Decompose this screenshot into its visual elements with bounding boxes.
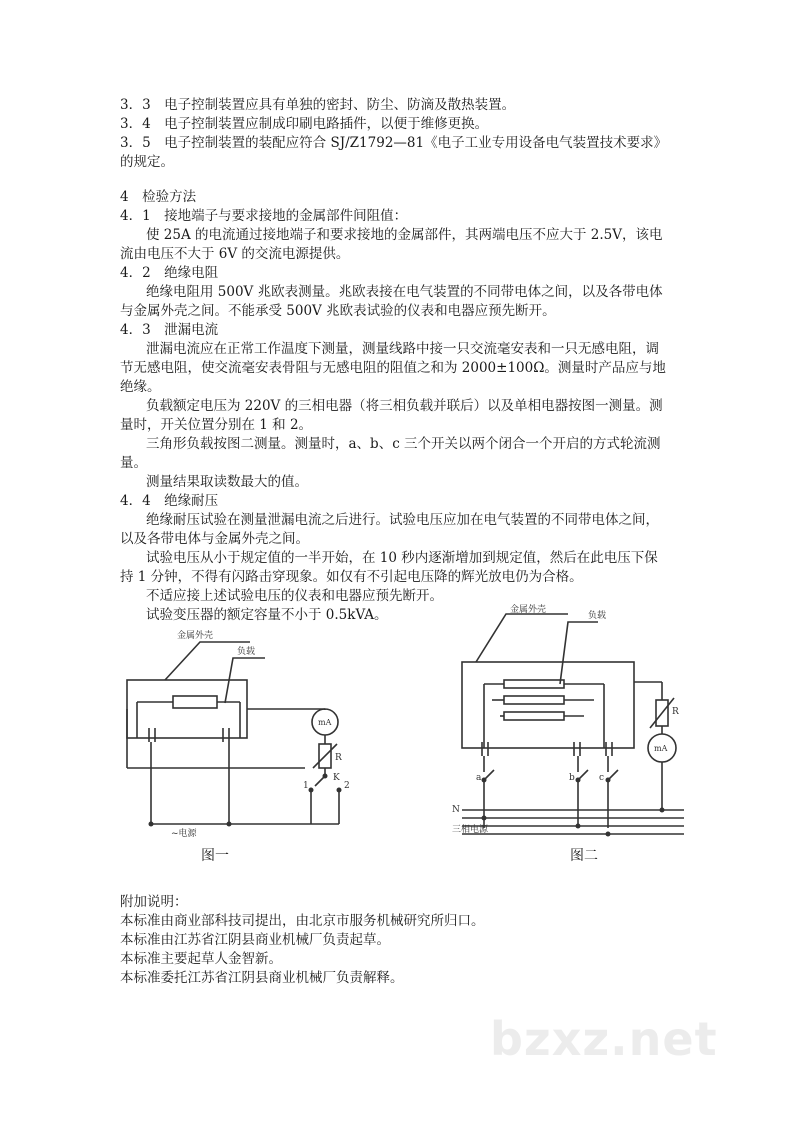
figure-2-caption: 图二 [570,848,598,864]
paragraph-line: 绝缘电阻用 500V 兆欧表测量。兆欧表接在电气装置的不同带电体之间，以及各带电体 [146,284,663,300]
label-ac-source: ~电源 [171,829,197,839]
note-line: 本标准委托江苏省江阴县商业机械厂负责解释。 [120,970,404,986]
paragraph-line: 绝缘。 [120,379,161,395]
label-load: 负载 [588,611,607,621]
paragraph-line: 不适应接上述试验电压的仪表和电器应预先断开。 [146,588,443,604]
clause-3-5-cont: 的规定。 [120,154,174,170]
watermark-text: bzxz.net [490,1012,718,1066]
label-load: 负载 [237,647,256,657]
clause-4-4: 4．4 绝缘耐压 [120,493,219,509]
notes-heading: 附加说明： [120,894,188,910]
paragraph-line: 绝缘耐压试验在测量泄漏电流之后进行。试验电压应加在电气装置的不同带电体之间， [146,512,659,528]
label-ma: mA [654,744,668,753]
paragraph-line: 量时，开关位置分别在 1 和 2。 [120,417,313,433]
label-k: K [333,773,340,783]
label-switch-c: c [599,773,605,783]
figure-1-circuit-diagram [115,618,375,843]
paragraph-line: 测量结果取读数最大的值。 [146,474,308,490]
paragraph-line: 负载额定电压为 220V 的三相电器（将三相负载并联后）以及单相电器按图一测量。测 [146,398,663,414]
note-line: 本标准由江苏省江阴县商业机械厂负责起草。 [120,932,390,948]
label-neutral: N [452,805,460,815]
paragraph-line: 以及各带电体与金属外壳之间。 [120,531,309,547]
load-resistor [173,696,217,708]
clause-3-3: 3．3 电子控制装置应具有单独的密封、防尘、防滴及散热装置。 [120,97,516,113]
paragraph-line: 泄漏电流应在正常工作温度下测量，测量线路中接一只交流毫安表和一只无感电阻，调 [146,341,659,357]
label-switch-a: a [476,773,482,783]
label-switch-b: b [569,773,575,783]
load-resistor-c [504,712,564,720]
metal-shell-outline [462,662,634,748]
label-r: R [335,753,342,763]
paragraph-line: 使 25A 的电流通过接地端子和要求接地的金属部件，其两端电压不应大于 2.5V，该电 [146,227,663,243]
clause-3-5: 3．5 电子控制装置的装配应符合 SJ/Z1792—81《电子工业专用设备电气装置技术要求》 [120,135,668,151]
figure-1-caption: 图一 [201,848,229,864]
label-position-2: 2 [344,781,350,791]
label-three-phase-source: 三相电源 [452,825,489,835]
figure-2-circuit-diagram [448,602,688,842]
paragraph-line: 三角形负载按图二测量。测量时，a、b、c 三个开关以两个闭合一个开启的方式轮流测 [146,436,661,452]
clause-4-1: 4．1 接地端子与要求接地的金属部件间阻值： [120,208,408,224]
paragraph-line: 与金属外壳之间。不能承受 500V 兆欧表试验的仪表和电器应预先断开。 [120,303,556,319]
label-r: R [672,707,679,717]
load-resistor-b [504,696,564,704]
clause-4-2: 4．2 绝缘电阻 [120,265,219,281]
paragraph-line: 量。 [120,455,147,471]
label-metal-shell: 金属外壳 [177,631,214,641]
load-resistor-a [504,680,564,688]
paragraph-line: 流由电压不大于 6V 的交流电源提供。 [120,246,350,262]
paragraph-line: 试验变压器的额定容量不小于 0.5kVA。 [146,607,388,623]
label-position-1: 1 [303,781,309,791]
clause-4-3: 4．3 泄漏电流 [120,322,219,338]
label-ma: mA [318,718,332,727]
note-line: 本标准主要起草人金智新。 [120,951,282,967]
paragraph-line: 节无感电阻，使交流毫安表骨阻与无感电阻的阻值之和为 2000±100Ω。测量时产品应与地 [120,360,666,376]
clause-3-4: 3．4 电子控制装置应制成印刷电路插件，以便于维修更换。 [120,116,489,132]
paragraph-line: 试验电压从小于规定值的一半开始，在 10 秒内逐渐增加到规定值，然后在此电压下保 [146,550,658,566]
label-metal-shell: 金属外壳 [510,605,547,615]
note-line: 本标准由商业部科技司提出，由北京市服务机械研究所归口。 [120,913,485,929]
paragraph-line: 持 1 分钟，不得有闪路击穿现象。如仅有不引起电压降的辉光放电仍为合格。 [120,569,583,585]
section-4-heading: 4 检验方法 [120,189,197,205]
